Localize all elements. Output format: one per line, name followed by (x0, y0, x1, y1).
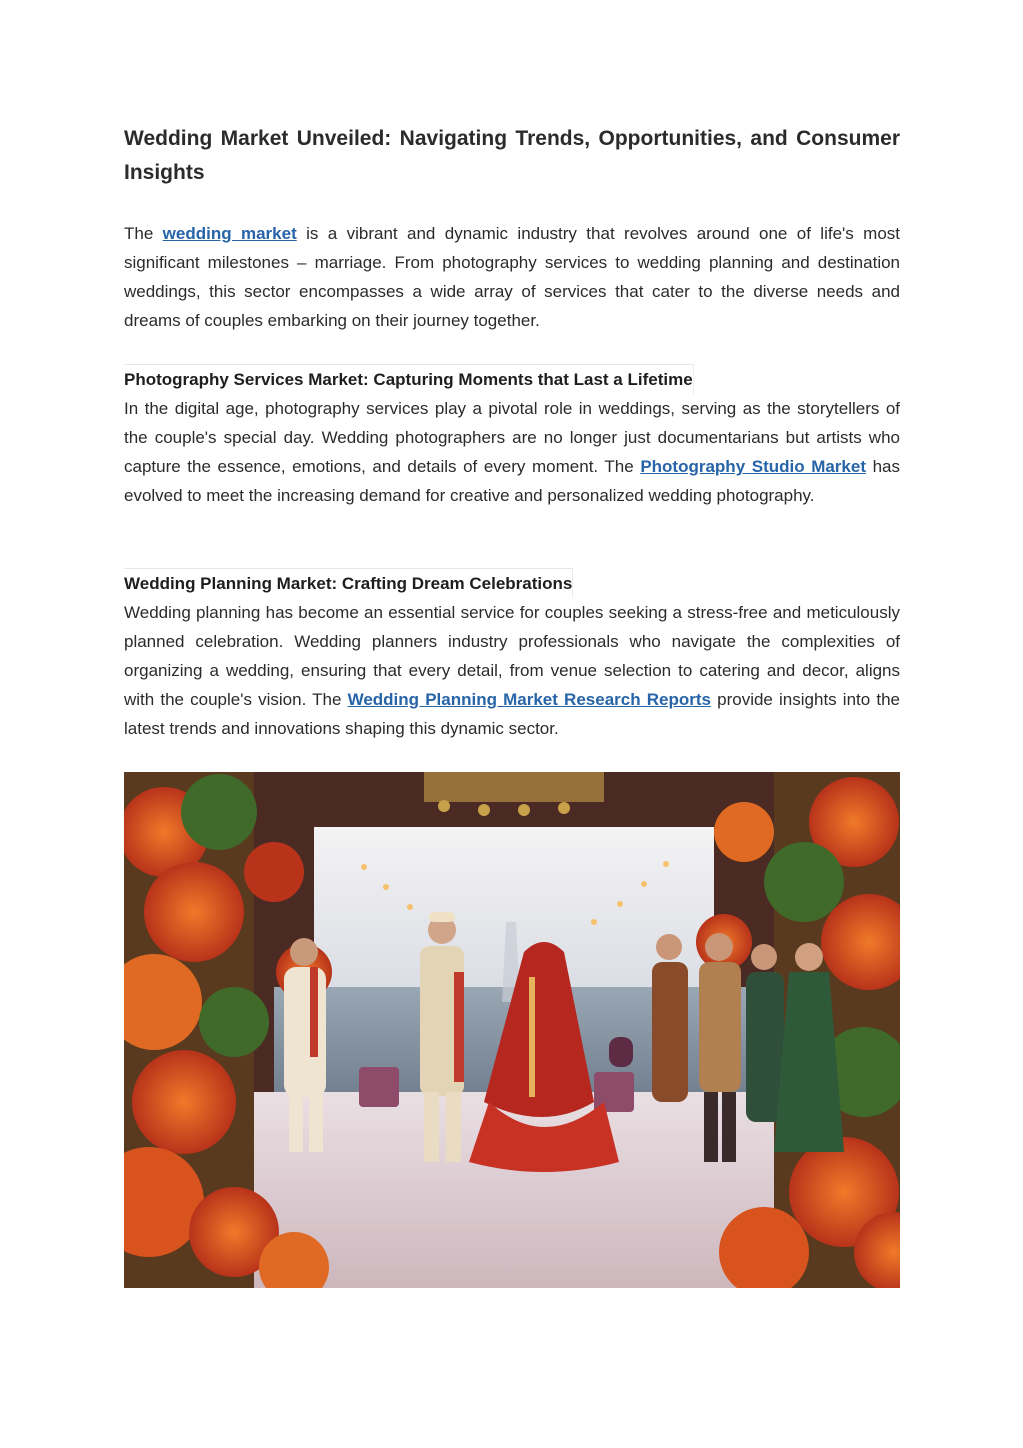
photography-section (124, 364, 900, 510)
photography-section-heading: Photography Services Market: Capturing Moments that Last a Lifetime (124, 364, 694, 394)
photography-paragraph: In the digital age, photography services play a pivotal role in weddings, serving as the storytellers of the couple's special day. Wedding photographers are no longer just documentarians but artists who capture the essence, emotions, and details of every moment. The Photography Studio Market has evolved to meet the increasing demand for creative and personalized wedding photography. (124, 399, 900, 505)
photography-studio-market-link[interactable]: Photography Studio Market (640, 457, 866, 476)
wedding-ceremony-photo (124, 772, 900, 1288)
wedding-planning-reports-link[interactable]: Wedding Planning Market Research Reports (347, 690, 711, 709)
wedding-planning-paragraph: Wedding planning has become an essential service for couples seeking a stress-free and meticulously planned celebration. Wedding planners industry professionals who navigate the complexities of organizing a wedding, ensuring that every detail, from venue selection to catering and decor, aligns with the couple's vision. The Wedding Planning Market Research Reports provide insights into the latest trends and innovations shaping this dynamic sector. (124, 603, 900, 738)
wedding-planning-section (124, 568, 900, 743)
intro-paragraph: The wedding market is a vibrant and dynamic industry that revolves around one of life's most significant milestones – marriage. From photography services to wedding planning and destination weddings, this sector encompasses a wide array of services that cater to the diverse needs and dreams of couples embarking on their journey together. (124, 224, 900, 330)
wedding-planning-section-heading: Wedding Planning Market: Crafting Dream Celebrations (124, 568, 573, 598)
page-title: Wedding Market Unveiled: Navigating Trends, Opportunities, and Consumer Insights (124, 127, 900, 184)
intro-section (124, 219, 900, 335)
wedding-market-link[interactable]: wedding market (162, 224, 297, 243)
